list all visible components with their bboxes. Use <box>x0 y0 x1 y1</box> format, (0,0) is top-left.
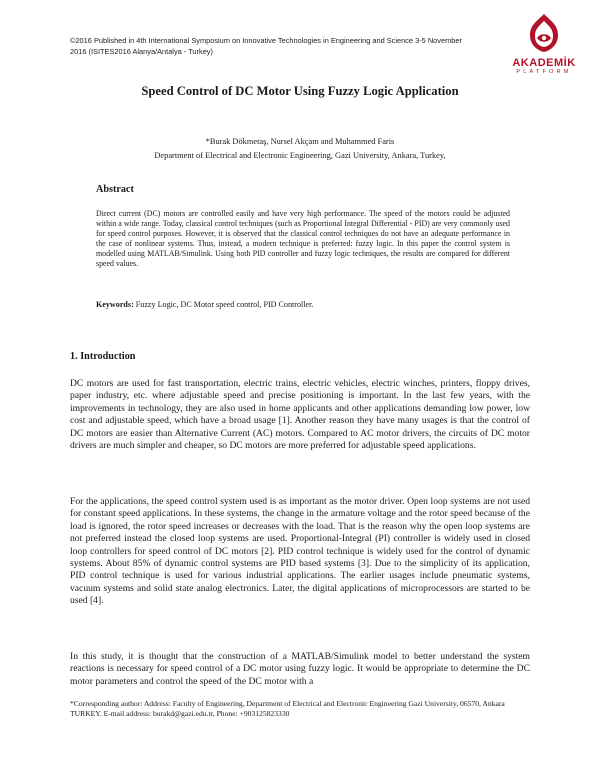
abstract-body: Direct current (DC) motors are controlled easily and have very high performance. The speed of the motors could be adjusted within a wide range. Today, classical control techniques (such as Proportional Integral Differential - PID) are very commonly used for speed control purposes. However, it is observed that the classical control techniques do not have an adequate performance in the case of nonlinear systems. Thus, instead, a modern technique is preferred: fuzzy logic. In this paper the control system is modelled using MATLAB/Simulink. Using both PID controller and fuzzy logic techniques, the results are compared for different speed values. <box>96 209 510 269</box>
paper-title: Speed Control of DC Motor Using Fuzzy Logic Application <box>141 84 459 98</box>
akademik-platform-logo-icon <box>521 12 567 56</box>
section-heading-introduction: 1. Introduction <box>70 351 136 362</box>
keywords-label: Keywords: <box>96 300 134 309</box>
logo-subtitle: PLATFORM <box>516 69 572 75</box>
intro-paragraph: For the applications, the speed control system used is as important as the motor driver. Open loop systems are not used for constant speed applications. In these systems, the change in the armature voltage and the rotor speed because of the load is ignored, the rotor speed increases or decreases with the load. That is the reason why the open loop systems are not preferred instead the closed loop systems are used. Proportional-Integral (PI) controller is widely used in closed loop controllers for speed control of DC motors [2]. PID control technique is widely used for the control of dynamic systems. About 85% of dynamic control systems are PID based systems [3]. Due to the simplicity of its application, PID control technique is used for various industrial applications. The earlier usages include pneumatic systems, vacuum systems and solid state analog electronics. Later, the digital applications of microprocessors are started to be used [4]. <box>70 496 530 607</box>
akademik-platform-logo <box>502 12 586 80</box>
intro-paragraph: DC motors are used for fast transportation, electric trains, electric vehicles, electric winches, printers, floppy drives, paper industry, etc. where adjustable speed and precise positioning is important. In the last few years, with the improvements in technology, they are also used in home applicants and other applications demanding low power, low cost and adjustable speed, which have a broad usage [1]. Another reason they have many usages is that the control of DC motors are easier than Alternative Current (AC) motors. Compared to AC motor drivers, the circuits of DC motor drivers are much simpler and cheaper, so DC motors are more preferred for adjustable speed applications. <box>70 378 530 452</box>
abstract-heading: Abstract <box>96 184 134 195</box>
keywords-text: Fuzzy Logic, DC Motor speed control, PID Controller. <box>133 300 314 309</box>
keywords <box>96 300 510 309</box>
logo-name: AKADEMİK <box>512 57 576 69</box>
intro-paragraph: In this study, it is thought that the construction of a MATLAB/Simulink model to better understand the system reactions is necessary for speed control of a DC motor using fuzzy logic. It would be appropriate to determine the DC motor parameters and control the speed of the DC motor with a <box>70 651 530 687</box>
corresponding-author-footnote: *Corresponding author: Address: Faculty of Engineering, Department of Electrical and Electronic Engineering Gazi University, 06570, Ankara TURKEY. E-mail address: burakd@gazi.edu.tr, Phone: +903125823330 <box>70 699 505 719</box>
affiliation: Department of Electrical and Electronic Engineering, Gazi University, Ankara, Turkey, <box>154 151 446 160</box>
conference-header-note: ©2016 Published in 4th International Symposium on Innovative Technologies in Engineering and Science 3-5 November 2016 (ISITES2016 Alanya/Antalya - Turkey) <box>70 36 462 56</box>
authors: *Burak Dökmetaş, Nursel Akçam and Muhammed Faris <box>205 137 395 146</box>
